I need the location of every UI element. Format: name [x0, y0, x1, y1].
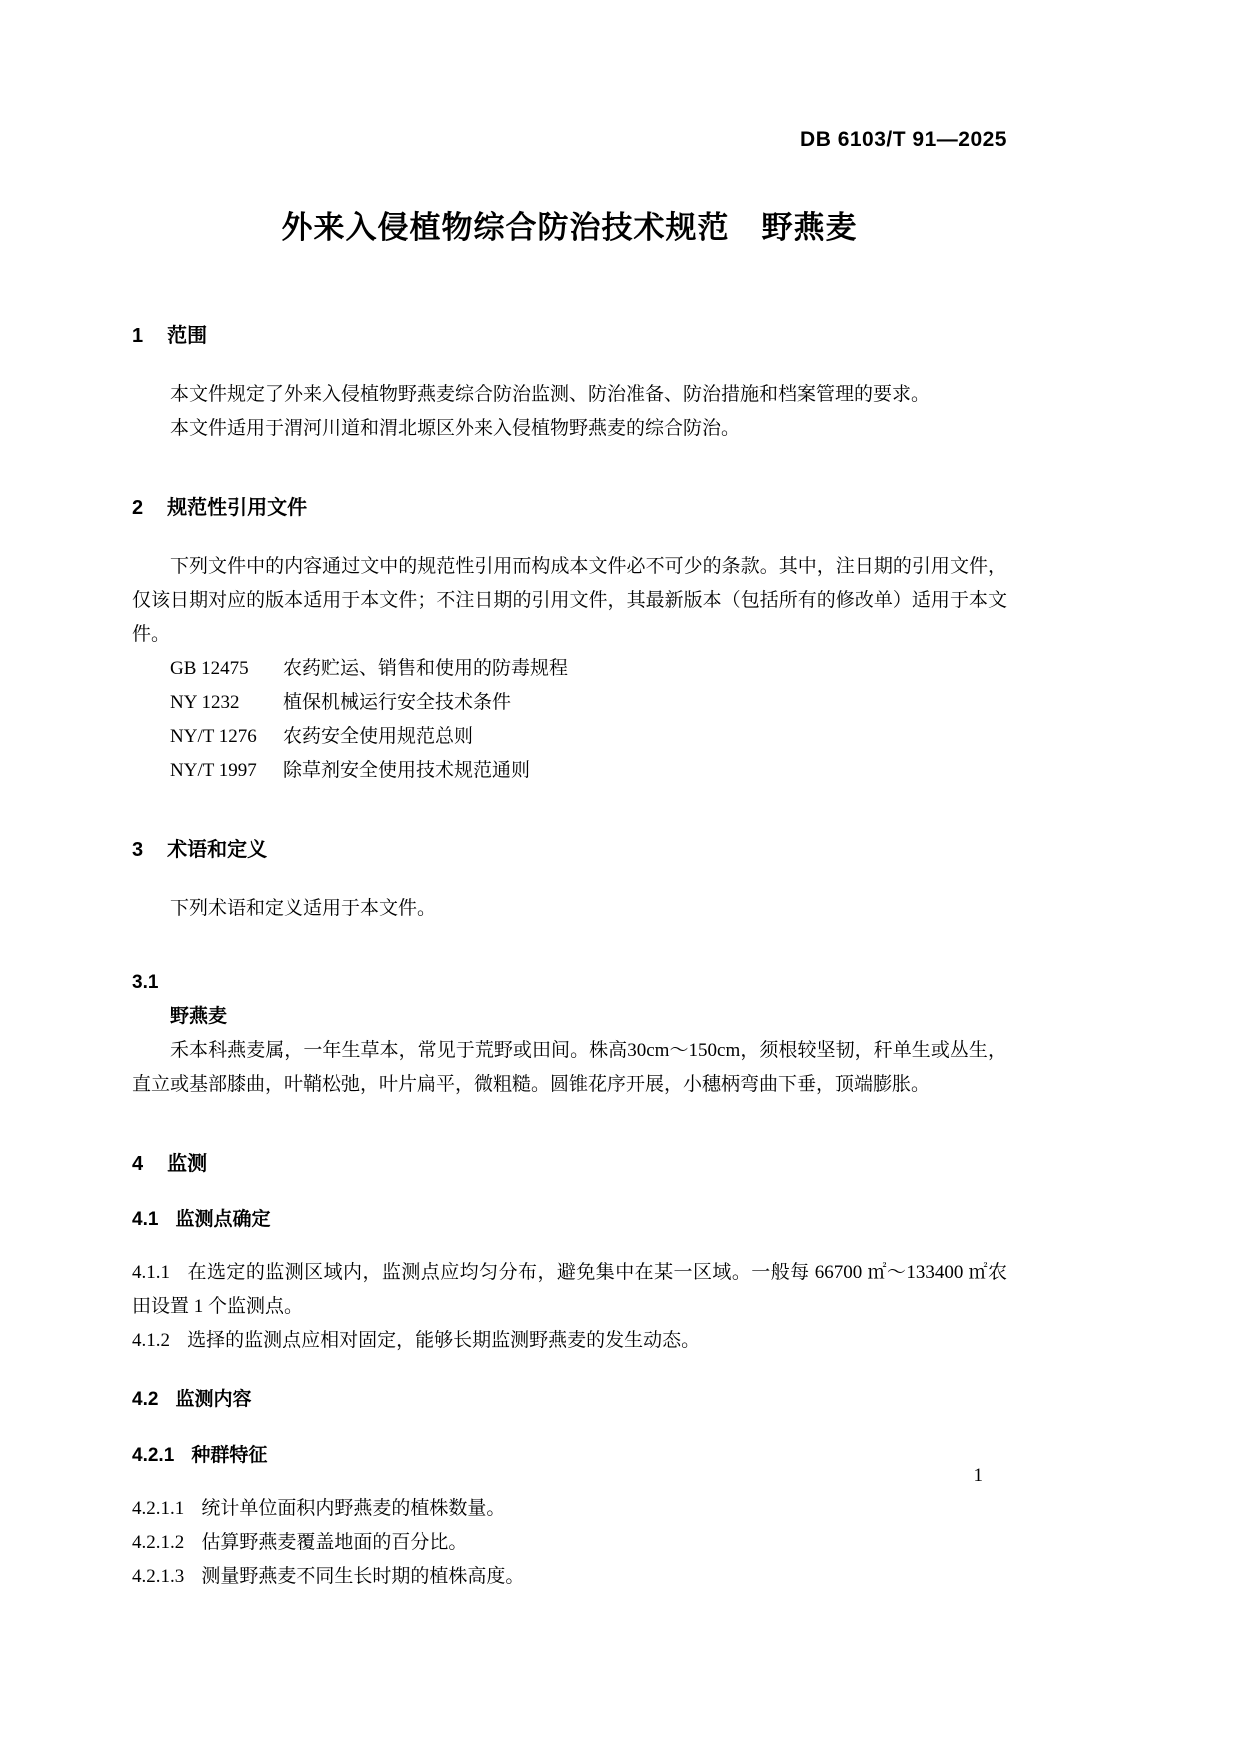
- section-heading-scope: [132, 322, 1007, 350]
- clause: [132, 1492, 1007, 1526]
- clause-number: 4.2.1.1: [132, 1498, 185, 1519]
- clause-text: 测量野燕麦不同生长时期的植株高度。: [201, 1566, 525, 1587]
- reference-item: [132, 754, 1007, 788]
- clause-text: 在选定的监测区域内，监测点应均匀分布，避免集中在某一区域。一般每 66700 ㎡～133400 ㎡农田设置 1 个监测点。: [132, 1262, 1007, 1317]
- document-title: 外来入侵植物综合防治技术规范 野燕麦: [281, 210, 858, 245]
- reference-title: 农药贮运、销售和使用的防毒规程: [283, 658, 569, 679]
- paragraph: 下列文件中的内容通过文中的规范性引用而构成本文件必不可少的条款。其中，注日期的引用文件，仅该日期对应的版本适用于本文件；不注日期的引用文件，其最新版本（包括所有的修改单）适用于本文件。: [132, 556, 1007, 645]
- section-number: 1: [132, 325, 144, 347]
- subsection-number: 4.1: [132, 1209, 159, 1230]
- clause: [132, 1526, 1007, 1560]
- subsection-heading-4-1: [132, 1206, 1007, 1234]
- clause-text: 统计单位面积内野燕麦的植株数量。: [201, 1498, 506, 1519]
- section-title: 规范性引用文件: [167, 497, 308, 519]
- clause: [132, 1560, 1007, 1594]
- subsection-title: 监测点确定: [175, 1209, 271, 1230]
- paragraph: 本文件适用于渭河川道和渭北塬区外来入侵植物野燕麦的综合防治。: [170, 418, 741, 439]
- reference-item: [132, 686, 1007, 720]
- subsection-title: 种群特征: [191, 1445, 268, 1466]
- reference-title: 除草剂安全使用技术规范通则: [283, 760, 531, 781]
- term-number: 3.1: [132, 972, 159, 993]
- reference-code: NY/T 1276: [170, 726, 257, 747]
- reference-code: NY 1232: [170, 692, 240, 713]
- subsection-heading-4-2-1: [132, 1442, 1007, 1470]
- term-definition: 禾本科燕麦属，一年生草本，常见于荒野或田间。株高30cm～150cm，须根较坚韧，秆单生或丛生，直立或基部膝曲，叶鞘松弛，叶片扁平，微粗糙。圆锥花序开展，小穗柄弯曲下垂，顶端膨胀。: [132, 1040, 1007, 1095]
- clause-number: 4.1.2: [132, 1330, 170, 1351]
- doc-number: DB 6103/T 91—2025: [800, 128, 1007, 151]
- reference-code: NY/T 1997: [170, 760, 257, 781]
- section-title: 范围: [167, 325, 208, 347]
- section-title: 术语和定义: [167, 839, 268, 861]
- reference-title: 农药安全使用规范总则: [283, 726, 474, 747]
- section-heading-references: [132, 494, 1007, 522]
- clause-number: 4.2.1.3: [132, 1566, 185, 1587]
- reference-item: [132, 720, 1007, 754]
- section-title: 监测: [167, 1153, 208, 1175]
- paragraph: 本文件规定了外来入侵植物野燕麦综合防治监测、防治准备、防治措施和档案管理的要求。: [170, 384, 931, 405]
- clause: [132, 1256, 1007, 1324]
- page-number: 1: [973, 1465, 983, 1486]
- term-name: 野燕麦: [170, 1006, 228, 1027]
- subsection-number: 4.2: [132, 1389, 159, 1410]
- clause: [132, 1324, 1007, 1358]
- reference-code: GB 12475: [170, 658, 249, 679]
- reference-title: 植保机械运行安全技术条件: [283, 692, 512, 713]
- clause-text: 估算野燕麦覆盖地面的百分比。: [201, 1532, 468, 1553]
- subsection-heading-4-2: [132, 1386, 1007, 1414]
- section-heading-terms: [132, 836, 1007, 864]
- section-number: 3: [132, 839, 144, 861]
- clause-number: 4.2.1.2: [132, 1532, 185, 1553]
- subsection-number: 4.2.1: [132, 1445, 175, 1466]
- section-number: 2: [132, 497, 144, 519]
- reference-list: [132, 652, 1007, 788]
- paragraph: 下列术语和定义适用于本文件。: [170, 898, 437, 919]
- section-heading-monitoring: [132, 1150, 1007, 1178]
- clause-text: 选择的监测点应相对固定，能够长期监测野燕麦的发生动态。: [187, 1330, 701, 1351]
- section-number: 4: [132, 1153, 144, 1175]
- clause-number: 4.1.1: [132, 1262, 170, 1283]
- reference-item: [132, 652, 1007, 686]
- subsection-title: 监测内容: [175, 1389, 252, 1410]
